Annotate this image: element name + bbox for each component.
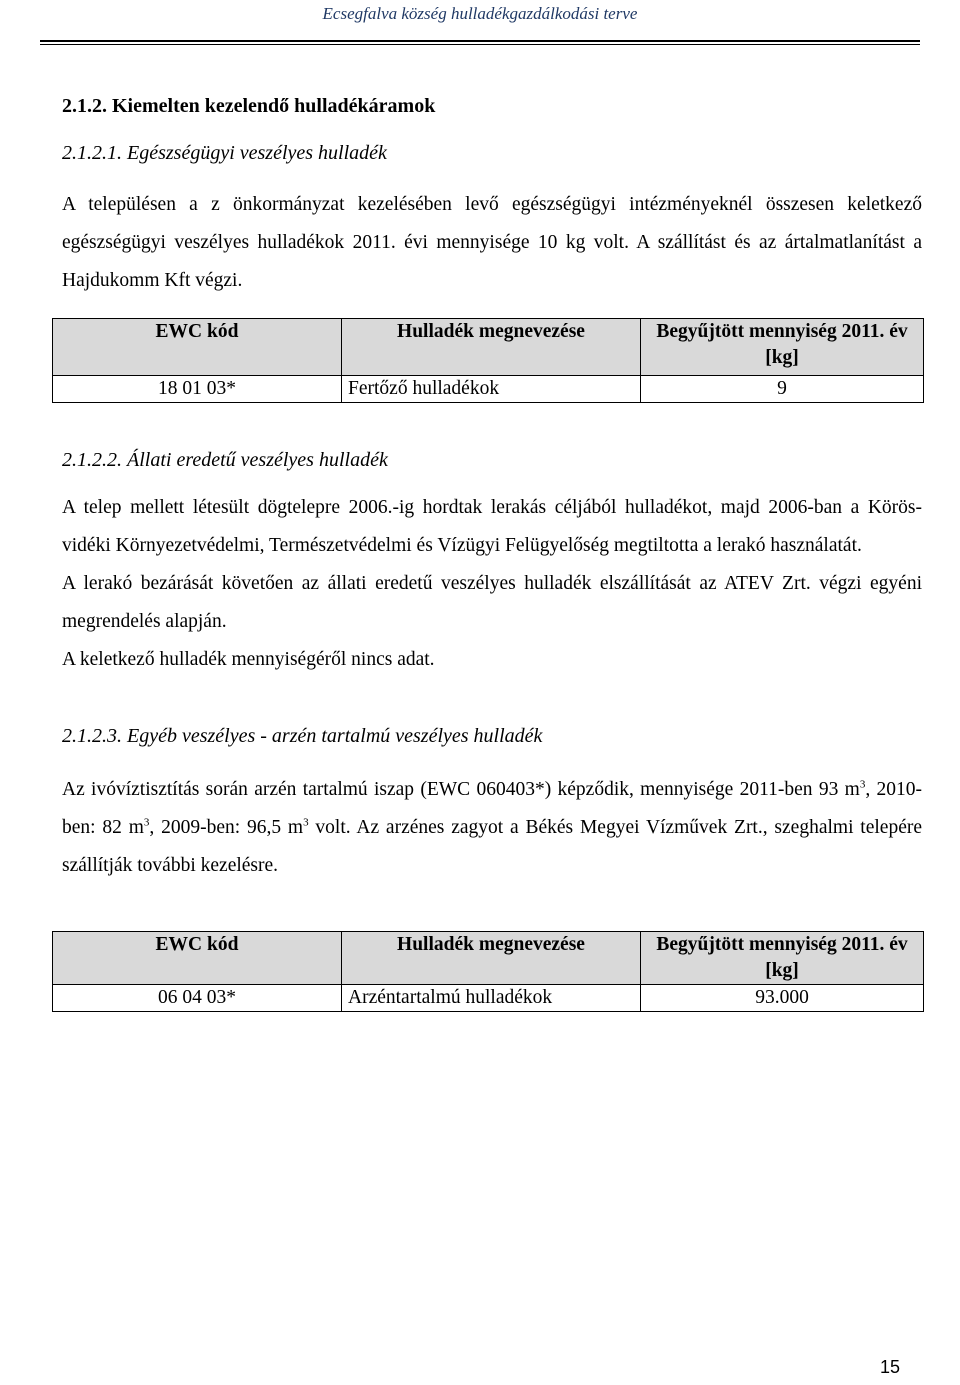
text-part: , 2010-ben: 82 m: [62, 779, 922, 838]
superscript: 3: [303, 816, 309, 829]
text-part: volt. Az arzénes zagyot a Békés Megyei Vízművek Zrt., szeghalmi telepére szállítják további kezelésre.: [62, 817, 922, 876]
col-ewc-header: EWC kód: [53, 319, 342, 376]
subsection-3-title: 2.1.2.3. Egyéb veszélyes - arzén tartalmú veszélyes hulladék: [62, 725, 543, 747]
header-rule-thick: [40, 40, 920, 42]
subsection-2-paragraph-3: A keletkező hulladék mennyiségéről nincs adat.: [62, 649, 435, 670]
col-ewc-header: EWC kód: [53, 932, 342, 985]
text-part: , 2009-ben: 96,5 m: [149, 817, 304, 838]
page-number: 15: [880, 1357, 901, 1377]
hazardous-waste-table-1: [52, 318, 924, 403]
table-header-row: [53, 319, 924, 376]
col-amount-header: Begyűjtött mennyiség 2011. év [kg]: [641, 932, 924, 985]
superscript: 3: [859, 778, 866, 791]
col-amount-header: Begyűjtött mennyiség 2011. év [kg]: [641, 319, 924, 376]
subsection-2-paragraph-1: A telep mellett létesült dögtelepre 2006.-ig hordtak lerakás céljából hulladékot, majd 2006-ban a Körös-vidéki Környezetvédelmi, Természetvédelmi és Vízügyi Felügyelőség megtiltotta a lerakó használatát.: [62, 497, 922, 556]
hazardous-waste-table-2: [52, 931, 924, 1012]
cell-waste-name: Fertőző hulladékok: [342, 376, 641, 403]
header-rule-thin: [40, 44, 920, 45]
cell-ewc-code: 06 04 03*: [53, 985, 342, 1012]
cell-waste-name: Arzéntartalmú hulladékok: [342, 985, 641, 1012]
subsection-2-title: 2.1.2.2. Állati eredetű veszélyes hulladék: [62, 449, 388, 471]
subsection-1-title: 2.1.2.1. Egészségügyi veszélyes hulladék: [62, 142, 387, 164]
subsection-2-paragraph-2: A lerakó bezárását követően az állati eredetű veszélyes hulladék elszállítását az ATEV Zrt. végzi egyéni megrendelés alapján.: [62, 573, 922, 632]
cell-amount: 9: [641, 376, 924, 403]
table-row: [53, 985, 924, 1012]
col-name-header: Hulladék megnevezése: [342, 319, 641, 376]
table-header-row: [53, 932, 924, 985]
table-row: [53, 376, 924, 403]
col-name-header: Hulladék megnevezése: [342, 932, 641, 985]
subsection-3-text: [62, 771, 922, 885]
page-content: [62, 92, 922, 1012]
cell-amount: 93.000: [641, 985, 924, 1012]
cell-ewc-code: 18 01 03*: [53, 376, 342, 403]
text-part: Az ivóvíztisztítás során arzén tartalmú iszap (EWC 060403*) képződik, mennyisége 2011-ben 93 m: [62, 779, 860, 800]
superscript: 3: [143, 816, 150, 829]
subsection-1-text: A településen a z önkormányzat kezelésében levő egészségügyi intézményeknél összesen keletkező egészségügyi veszélyes hulladékok 2011. évi mennyisége 10 kg volt. A szállítást és az ártalmatlanítást a Hajdukomm Kft végzi.: [62, 194, 922, 291]
page-header: Ecsegfalva község hulladékgazdálkodási terve: [322, 4, 638, 23]
section-title: 2.1.2. Kiemelten kezelendő hulladékáramok: [62, 95, 436, 117]
